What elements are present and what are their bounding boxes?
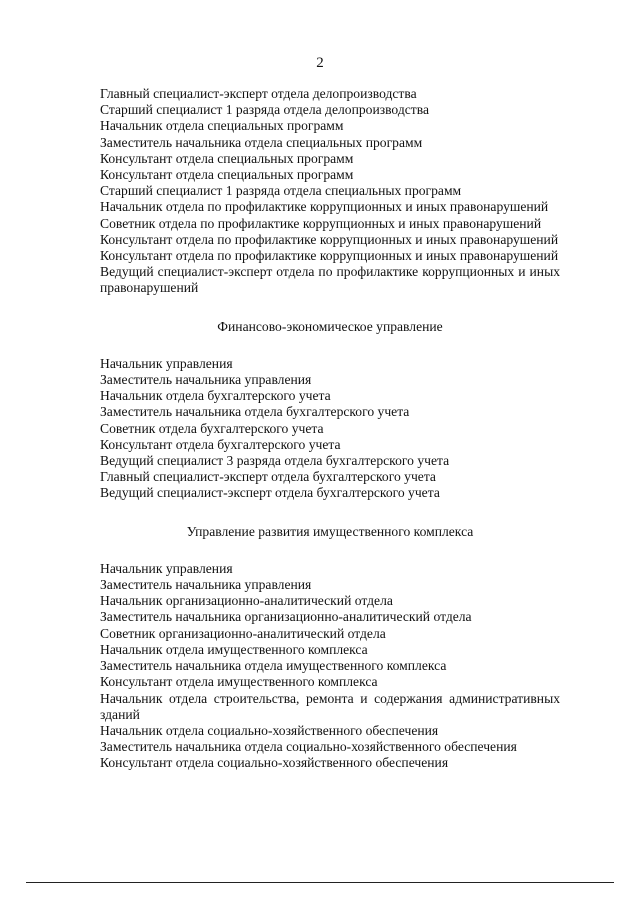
list-item: Консультант отдела специальных программ <box>100 150 354 166</box>
page-number: 2 <box>316 55 324 71</box>
list-item: Консультант отдела социально-хозяйственного обеспечения <box>100 755 449 771</box>
list-item: Советник отдела по профилактике коррупционных и иных правонарушений <box>100 215 542 231</box>
list-item: Ведущий специалист-эксперт отдела по профилактике коррупционных и иных правонарушений <box>100 264 560 296</box>
list-item: Заместитель начальника отдела бухгалтерского учета <box>100 404 410 420</box>
list-item: Начальник отдела по профилактике коррупционных и иных правонарушений <box>100 199 549 215</box>
list-item: Старший специалист 1 разряда отдела делопроизводства <box>100 102 429 118</box>
section-heading-finance: Финансово-экономическое управление <box>217 318 443 334</box>
list-item: Начальник отдела специальных программ <box>100 118 344 134</box>
list-item: Начальник управления <box>100 355 233 371</box>
list-item: Заместитель начальника организационно-аналитический отдела <box>100 609 472 625</box>
list-item: Консультант отдела по профилактике коррупционных и иных правонарушений <box>100 231 559 247</box>
list-item: Старший специалист 1 разряда отдела специальных программ <box>100 183 462 199</box>
bottom-divider <box>26 882 614 883</box>
list-item: Консультант отдела по профилактике коррупционных и иных правонарушений <box>100 248 559 264</box>
list-item: Начальник отдела социально-хозяйственного обеспечения <box>100 722 439 738</box>
list-item: Консультант отдела бухгалтерского учета <box>100 436 341 452</box>
list-item: Главный специалист-эксперт отдела бухгалтерского учета <box>100 469 436 485</box>
section-list <box>100 561 560 772</box>
list-item: Заместитель начальника отдела специальных программ <box>100 134 423 150</box>
list-item: Консультант отдела специальных программ <box>100 167 354 183</box>
list-item: Советник организационно-аналитический отдела <box>100 625 386 641</box>
list-item: Начальник отдела имущественного комплекса <box>100 641 368 657</box>
list-item: Заместитель начальника управления <box>100 577 312 593</box>
section-heading-property: Управление развития имущественного комплекса <box>186 523 474 539</box>
list-item: Начальник отдела строительства, ремонта и содержания административных зданий <box>100 690 560 722</box>
list-item: Консультант отдела имущественного комплекса <box>100 674 378 690</box>
list-item: Заместитель начальника отдела социально-хозяйственного обеспечения <box>100 739 517 755</box>
list-item: Заместитель начальника отдела имущественного комплекса <box>100 658 447 674</box>
list-item: Главный специалист-эксперт отдела делопроизводства <box>100 86 417 101</box>
list-item: Ведущий специалист-эксперт отдела бухгалтерского учета <box>100 485 440 501</box>
section-list <box>100 86 560 297</box>
list-item: Ведущий специалист 3 разряда отдела бухгалтерского учета <box>100 453 450 469</box>
list-item: Начальник отдела бухгалтерского учета <box>100 388 331 404</box>
list-item: Заместитель начальника управления <box>100 372 312 388</box>
list-item: Советник отдела бухгалтерского учета <box>100 420 324 436</box>
list-item: Начальник управления <box>100 560 233 576</box>
section-list <box>100 356 560 502</box>
document-body <box>100 86 560 772</box>
list-item: Начальник организационно-аналитический отдела <box>100 593 393 609</box>
